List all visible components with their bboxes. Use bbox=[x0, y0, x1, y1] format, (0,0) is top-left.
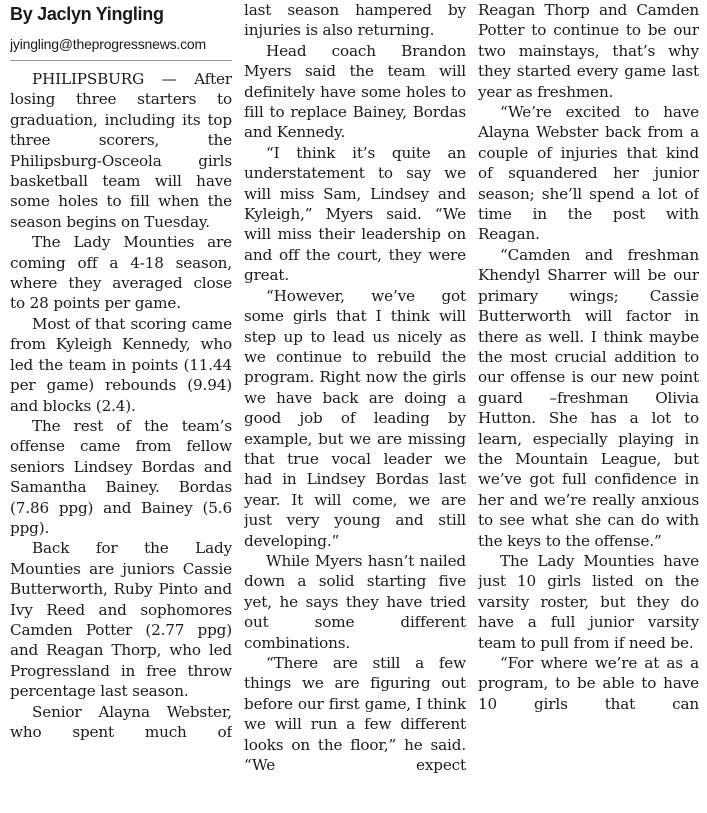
paragraph: “However, we’ve got some girls that I think will step up to lead us nicely as we continue to rebuild the program. Right now the girls we have back are doing a good job of leading by example, but we are missing that true vocal leader we had in Lindsey Bordas last year. It will come, we are just very young and still developing.” bbox=[244, 286, 466, 550]
paragraph: Most of that scoring came from Kyleigh Kennedy, who led the team in points (11.44 per game) rebounds (9.94) and blocks (2.4). bbox=[10, 314, 232, 415]
paragraph: The Lady Mounties are coming off a 4-18 season, where they averaged close to 28 points per game. bbox=[10, 233, 232, 313]
paragraph: “For where we’re at as a program, to be able to have 10 girls that can bbox=[478, 654, 699, 713]
paragraph: The rest of the team’s offense came from fellow seniors Lindsey Bordas and Samantha Bainey. Bordas (7.86 ppg) and Bainey (5.6 ppg). bbox=[10, 416, 232, 537]
paragraph: Senior Alayna Webster, who spent much of bbox=[10, 702, 232, 741]
article-column-1 bbox=[10, 0, 232, 813]
article-column-3 bbox=[478, 0, 699, 813]
paragraph: Reagan Thorp and Camden Potter to continue to be our two mainstays, that’s why they started every game last year as freshmen. bbox=[478, 1, 699, 101]
paragraph: Head coach Brandon Myers said the team will definitely have some holes to fill to replace Bainey, Bordas and Kennedy. bbox=[244, 41, 466, 142]
paragraph: “I think it’s quite an understatement to say we will miss Sam, Lindsey and Kyleigh,” Myers said. “We will miss their leadership on and off the court, they were great. bbox=[244, 143, 466, 285]
column-2-body bbox=[244, 0, 466, 775]
paragraph: “Camden and freshman Khendyl Sharrer will be our primary wings; Cassie Butterworth will factor in there as well. I think maybe the most crucial addition to our offense is our new point guard –freshman Olivia Hutton. She has a lot to learn, especially playing in the Mountain League, but we’ve got full confidence in her and we’re really anxious to see what she can do with the keys to the offense.” bbox=[478, 245, 699, 550]
paragraph: While Myers hasn’t nailed down a solid starting five yet, he says they have tried out some different combinations. bbox=[244, 551, 466, 652]
paragraph: “We’re excited to have Alayna Webster back from a couple of injuries that kind of squandered her junior season; she’ll spend a lot of time in the post with Reagan. bbox=[478, 103, 699, 244]
paragraph: last season hampered by injuries is also returning. bbox=[244, 1, 466, 40]
byline: By Jaclyn Yingling bbox=[10, 4, 164, 24]
article-column-2 bbox=[244, 0, 466, 813]
column-3-body bbox=[478, 0, 699, 714]
paragraph: “There are still a few things we are figuring out before our first game, I think we will run a few different looks on the floor,” he said. “We expect bbox=[244, 654, 466, 775]
column-1-body bbox=[10, 69, 232, 742]
author-email: jyingling@theprogressnews.com bbox=[10, 34, 232, 61]
paragraph: PHILIPSBURG — After losing three starters to graduation, including its top three scorers, the Philipsburg-Osceola girls basketball team will have some holes to fill when the season begins on Tuesday. bbox=[10, 70, 232, 231]
paragraph: The Lady Mounties have just 10 girls listed on the varsity roster, but they do have a full junior varsity team to pull from if need be. bbox=[478, 551, 699, 652]
paragraph: Back for the Lady Mounties are juniors Cassie Butterworth, Ruby Pinto and Ivy Reed and sophomores Camden Potter (2.77 ppg) and Reagan Thorp, who led Progressland in free throw percentage last season. bbox=[10, 539, 232, 701]
